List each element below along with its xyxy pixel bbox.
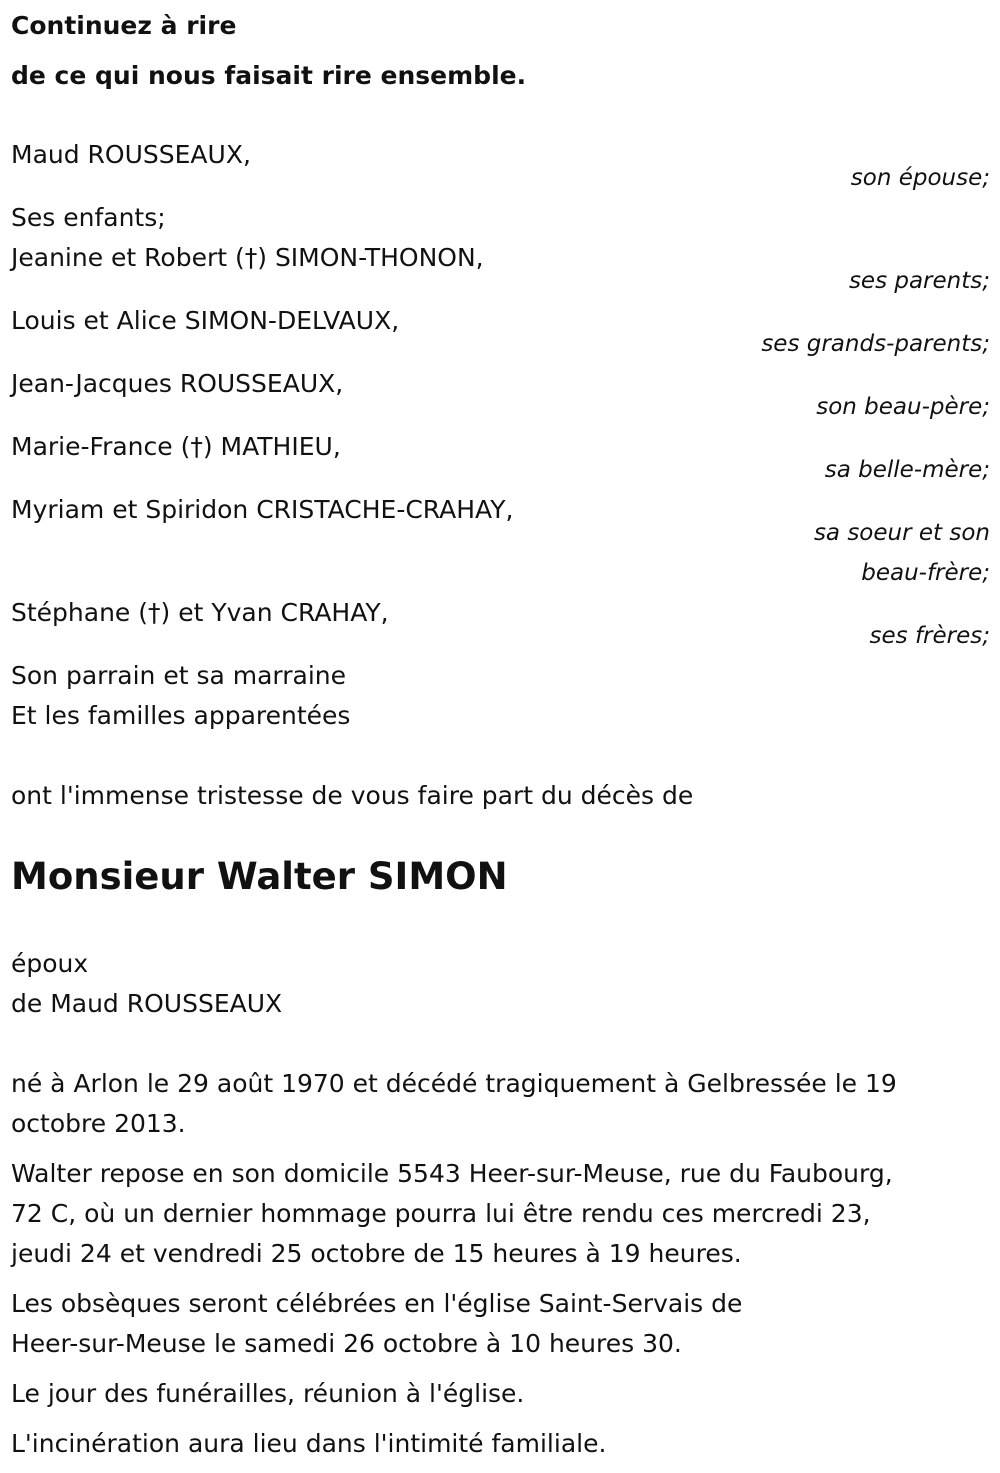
announcement-text: ont l'immense tristesse de vous faire part du décès de [11,781,694,810]
family-name-godparents: Son parrain et sa marraine [11,661,347,690]
spouse-line-1: époux [11,949,89,978]
family-name-mother-in-law: Marie-France (†) MATHIEU, [11,432,341,461]
family-relation-parents: ses parents; [848,268,990,294]
funeral-line-2: Heer-sur-Meuse le samedi 26 octobre à 10 heures 30. [11,1329,682,1358]
family-name-father-in-law: Jean-Jacques ROUSSEAUX, [11,369,344,398]
rest-line-3: jeudi 24 et vendredi 25 octobre de 15 heures à 19 heures. [11,1239,742,1268]
family-relation-mother-in-law: sa belle-mère; [824,457,990,483]
family-name-sister: Myriam et Spiridon CRISTACHE-CRAHAY, [11,495,514,524]
family-name-grandparents: Louis et Alice SIMON-DELVAUX, [11,306,400,335]
cremation-text: L'incinération aura lieu dans l'intimité familiale. [11,1429,607,1458]
family-name-spouse: Maud ROUSSEAUX, [11,140,251,169]
birth-death-line-2: octobre 2013. [11,1109,186,1138]
deceased-name: Monsieur Walter SIMON [11,855,508,898]
family-relation-spouse: son épouse; [850,165,990,191]
funeral-line-1: Les obsèques seront célébrées en l'église Saint-Servais de [11,1289,743,1318]
family-relation-father-in-law: son beau-père; [816,394,990,420]
family-name-brothers: Stéphane (†) et Yvan CRAHAY, [11,598,389,627]
family-relation-grandparents: ses grands-parents; [761,331,990,357]
meeting-text: Le jour des funérailles, réunion à l'église. [11,1379,525,1408]
family-relation-sister-line-1: sa soeur et son [813,520,990,546]
spouse-line-2: de Maud ROUSSEAUX [11,989,283,1018]
family-relation-brothers: ses frères; [869,623,990,649]
family-relation-sister-line-2: beau-frère; [861,560,990,586]
rest-line-2: 72 C, où un dernier hommage pourra lui être rendu ces mercredi 23, [11,1199,871,1228]
family-name-relatives: Et les familles apparentées [11,701,351,730]
family-name-children: Ses enfants; [11,203,166,232]
family-name-parents: Jeanine et Robert (†) SIMON-THONON, [11,243,484,272]
quote-line-2: de ce qui nous faisait rire ensemble. [11,61,527,90]
rest-line-1: Walter repose en son domicile 5543 Heer-sur-Meuse, rue du Faubourg, [11,1159,893,1188]
birth-death-line-1: né à Arlon le 29 août 1970 et décédé tragiquement à Gelbressée le 19 [11,1069,897,1098]
quote-line-1: Continuez à rire [11,11,237,40]
